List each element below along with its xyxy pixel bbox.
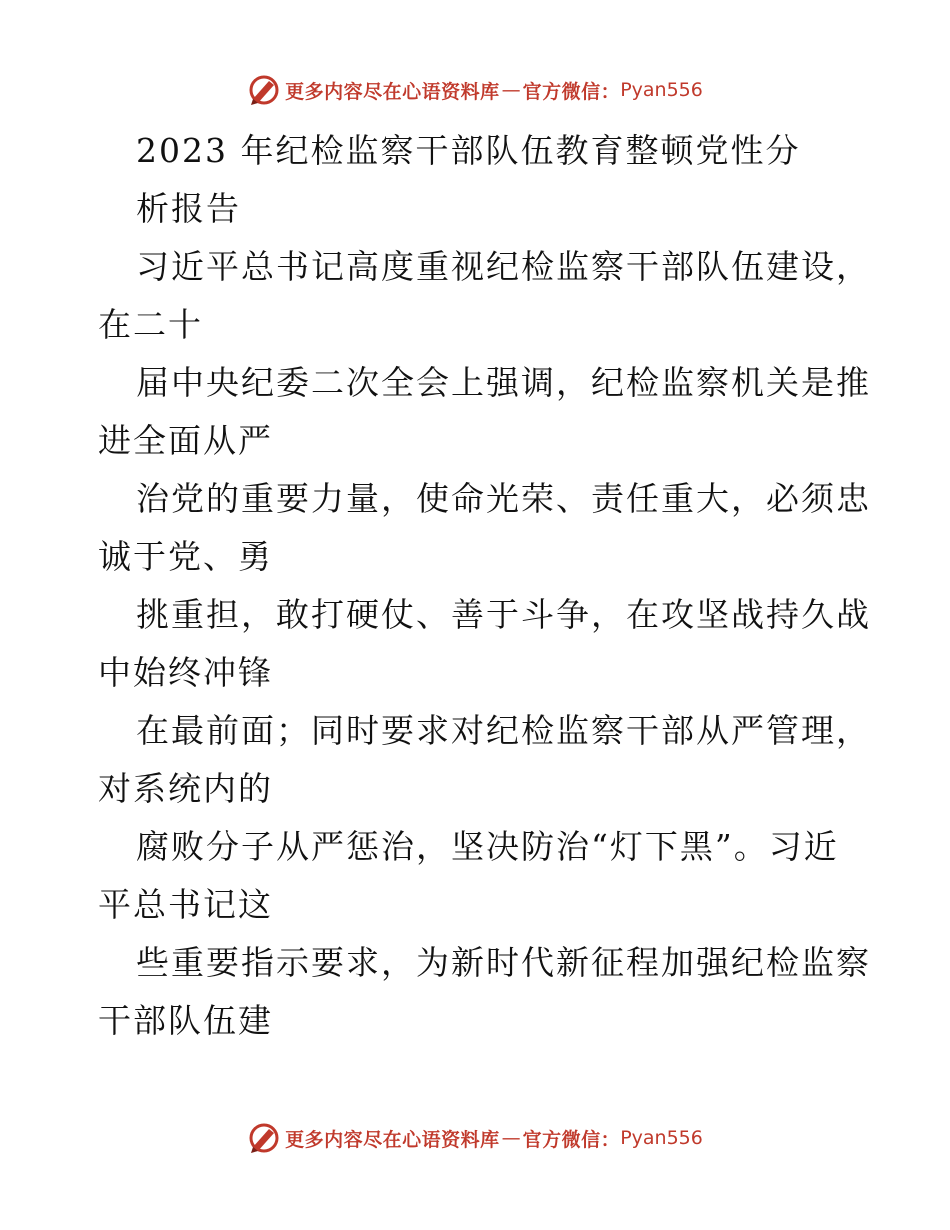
document-body	[98, 122, 871, 1050]
text-line: 些重要指示要求，为新时代新征程加强纪检监察	[136, 943, 871, 982]
watermark-contact: 官方微信：	[522, 80, 621, 103]
watermark-handle: Pyan556	[620, 1127, 703, 1149]
text-line: 2023 年纪检监察干部队伍教育整顿党性分	[136, 131, 801, 170]
text-line: 腐败分子从严惩治，坚决防治“灯下黑”。习近	[136, 827, 839, 866]
text-line: 干部队伍建	[98, 1001, 273, 1040]
watermark-separator: —	[501, 79, 521, 101]
text-line: 治党的重要力量，使命光荣、责任重大，必须忠	[136, 479, 871, 518]
text-line: 对系统内的	[98, 769, 273, 808]
watermark-separator: —	[501, 1127, 521, 1149]
text-line: 届中央纪委二次全会上强调，纪检监察机关是推	[136, 363, 871, 402]
watermark-site: 更多内容尽在心语资料库	[285, 80, 500, 103]
header-watermark	[0, 70, 950, 110]
watermark-contact: 官方微信：	[522, 1128, 621, 1151]
watermark-handle: Pyan556	[620, 79, 703, 101]
text-line: 习近平总书记高度重视纪检监察干部队伍建设，	[136, 247, 871, 286]
watermark-site: 更多内容尽在心语资料库	[285, 1128, 500, 1151]
footer-watermark	[0, 1118, 950, 1158]
text-line: 平总书记这	[98, 885, 273, 924]
text-line: 在二十	[98, 305, 203, 344]
text-line: 析报告	[136, 189, 241, 228]
text-line: 在最前面；同时要求对纪检监察干部从严管理，	[136, 711, 871, 750]
text-line: 诚于党、勇	[98, 537, 273, 576]
text-line: 进全面从严	[98, 421, 273, 460]
pen-logo-icon	[247, 1121, 281, 1155]
text-line: 中始终冲锋	[98, 653, 273, 692]
pen-logo-icon	[247, 73, 281, 107]
text-line: 挑重担，敢打硬仗、善于斗争，在攻坚战持久战	[136, 595, 871, 634]
